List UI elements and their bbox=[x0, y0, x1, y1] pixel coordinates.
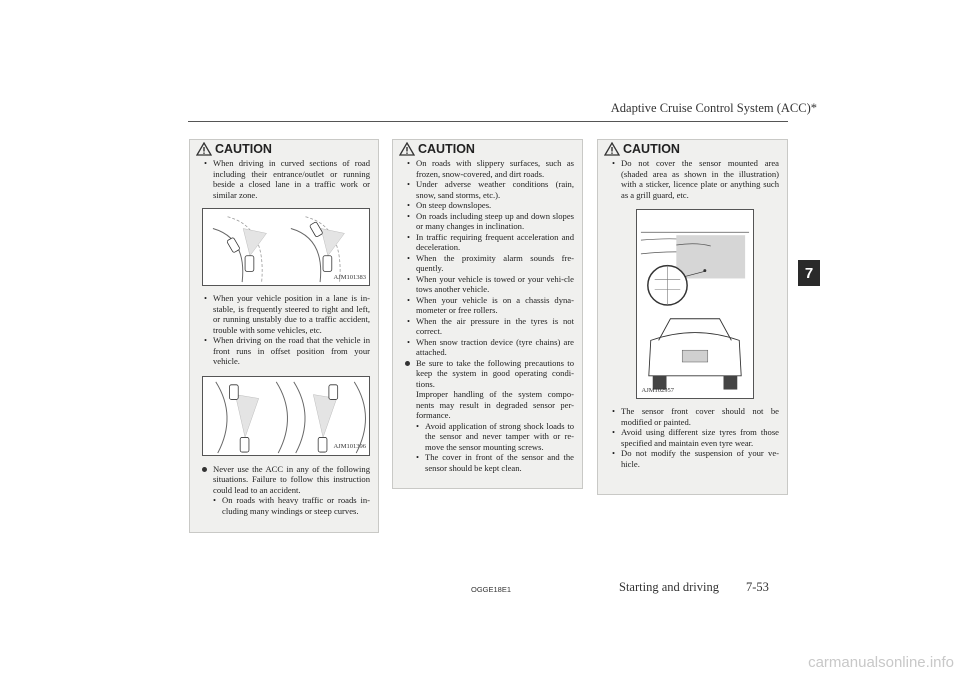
figure-sensor-area bbox=[636, 209, 754, 399]
bullet-downslopes: • On steep downslopes. bbox=[405, 200, 574, 211]
bullet-proximity-alarm: • When the proximity alarm sounds fre-quently. bbox=[405, 253, 574, 274]
warning-triangle-icon bbox=[196, 142, 212, 156]
bullet-suspension: • Do not modify the suspension of your ve-hicle. bbox=[610, 448, 779, 469]
figure-curved-road bbox=[202, 208, 370, 286]
figure-id: AJM101383 bbox=[333, 273, 366, 281]
bullet-dynamometer: • When your vehicle is on a chassis dyna-mometer or free rollers. bbox=[405, 295, 574, 316]
page-number: 7-53 bbox=[746, 580, 769, 594]
warning-triangle-icon bbox=[604, 142, 620, 156]
chapter-tab: 7 bbox=[798, 260, 820, 286]
running-head: Adaptive Cruise Control System (ACC)* bbox=[610, 101, 817, 115]
caution-title bbox=[598, 140, 787, 158]
bullet-curved-road: • When driving in curved sections of road including their entrance/outlet or running beside a closed lane in a traffic work or similar zone. bbox=[202, 158, 370, 200]
bullet-sensor-cover: • The sensor front cover should not be modified or painted. bbox=[610, 406, 779, 427]
bullet-frequent-acceleration: • In traffic requiring frequent acceleration and deceleration. bbox=[405, 232, 574, 253]
bullet-offset-vehicle: • When driving on the road that the vehicle in front runs in offset position from your vehicle. bbox=[202, 335, 370, 367]
caution-box-2 bbox=[392, 139, 583, 489]
caution-box-1 bbox=[189, 139, 379, 533]
figure-id: AJM101396 bbox=[333, 443, 366, 450]
caution-label: CAUTION bbox=[623, 142, 680, 156]
bullet-heavy-traffic: • On roads with heavy traffic or roads in-cluding many windings or steep curves. bbox=[212, 495, 370, 516]
figure-id: AJM102957 bbox=[641, 386, 675, 394]
warning-triangle-icon bbox=[399, 142, 415, 156]
caution-label: CAUTION bbox=[215, 142, 272, 156]
section-name: Starting and driving bbox=[619, 580, 719, 594]
bullet-unstable-position: • When your vehicle position in a lane is in-stable, is frequently steered to right and left, or running unstably due to a traffic accident, trouble with some vehicles, etc. bbox=[202, 293, 370, 335]
bullet-do-not-cover: • Do not cover the sensor mounted area (shaded area as shown in the illustration) with a sticker, licence plate or anything such as a grill guard, etc. bbox=[610, 158, 779, 200]
bullet-tyre-pressure: • When the air pressure in the tyres is not correct. bbox=[405, 316, 574, 337]
bullet-weather: • Under adverse weather conditions (rain, snow, sand storms, etc.). bbox=[405, 179, 574, 200]
bullet-snow-chains: • When snow traction device (tyre chains) are attached. bbox=[405, 337, 574, 358]
header-rule bbox=[188, 121, 788, 122]
watermark: carmanualsonline.info bbox=[808, 654, 954, 671]
bullet-shock-loads: • Avoid application of strong shock loads to the sensor and never tamper with or re-move the sensor mounting screws. bbox=[415, 421, 574, 453]
bullet-keep-clean: • The cover in front of the sensor and the sensor should be kept clean. bbox=[415, 452, 574, 473]
sensor-area-illustration bbox=[637, 210, 753, 398]
paragraph-improper-handling: Improper handling of the system compo-nents may result in degraded sensor per-formance. bbox=[416, 389, 574, 420]
caution-box-3 bbox=[597, 139, 788, 495]
bullet-slippery: • On roads with slippery surfaces, such as frozen, snow-covered, and dirt roads. bbox=[405, 158, 574, 179]
bullet-towing: • When your vehicle is towed or your vehi-cle tows another vehicle. bbox=[405, 274, 574, 295]
caution-title bbox=[393, 140, 582, 158]
caution-title bbox=[190, 140, 378, 158]
document-code: OGGE18E1 bbox=[471, 585, 512, 594]
paragraph-precautions: Be sure to take the following precautions to keep the system in good operating condi-tions. bbox=[405, 358, 574, 390]
bullet-slopes: • On roads including steep up and down slopes or many changes in inclination. bbox=[405, 211, 574, 232]
caution-label: CAUTION bbox=[418, 142, 475, 156]
figure-offset-vehicle bbox=[202, 376, 370, 456]
bullet-tyre-sizes: • Avoid using different size tyres from those specified and maintain even tyre wear. bbox=[610, 427, 779, 448]
paragraph-never-use: Never use the ACC in any of the following situations. Failure to follow this instruction could lead to an accident. bbox=[202, 464, 370, 496]
